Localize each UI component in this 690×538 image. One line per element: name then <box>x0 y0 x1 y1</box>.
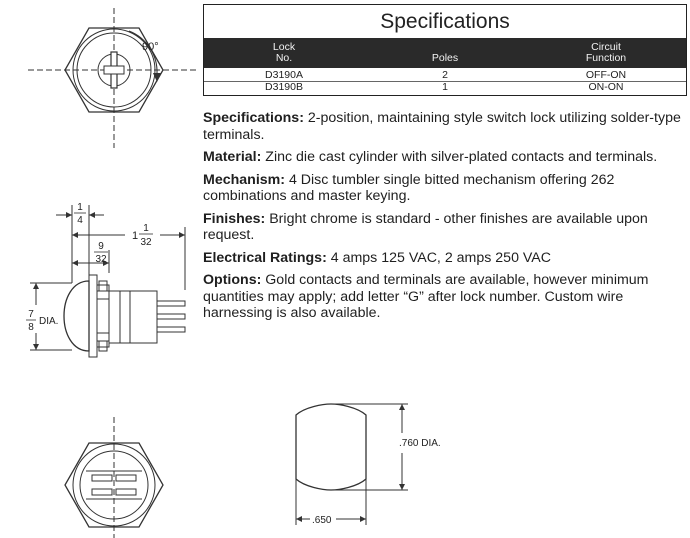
header-circuit-function-line1: Circuit <box>591 41 621 53</box>
dim-denominator: 32 <box>95 254 107 265</box>
header-poles: Poles <box>431 51 459 64</box>
terminal <box>157 327 185 332</box>
paragraph-text: Bright chrome is standard - other finishes are available upon request. <box>203 210 648 243</box>
header-lock-no <box>204 42 364 64</box>
table-row <box>204 68 686 82</box>
paragraph-term: Electrical Ratings: <box>203 249 327 266</box>
header-circuit-function <box>526 42 686 64</box>
arrow-head <box>360 516 366 522</box>
keyway-cross <box>104 66 124 74</box>
arrow-head <box>66 212 72 218</box>
material-paragraph <box>203 149 685 166</box>
dim-numerator: 7 <box>28 309 34 320</box>
rear-terminal-tab <box>116 475 136 481</box>
paragraph-text: 2-position, maintaining style switch lock utilizing solder-type terminals. <box>203 110 681 143</box>
options-paragraph <box>203 272 685 322</box>
arrow-head <box>72 232 78 238</box>
description <box>203 110 685 328</box>
arrow-head <box>89 212 95 218</box>
dome-bezel <box>64 281 89 351</box>
switch-housing <box>109 291 157 343</box>
rear-terminal-tab <box>116 489 136 495</box>
arrow-head <box>399 484 405 490</box>
paragraph-text: 4 Disc tumbler single bitted mechanism offering 262 combinations and master keying. <box>203 171 615 204</box>
hex-nut-bottom <box>99 341 107 351</box>
dim-denominator: 8 <box>28 322 34 333</box>
specifications-table <box>203 4 687 96</box>
header-lock-no-line1: Lock <box>272 41 296 53</box>
header-circuit-function-line2: Function <box>585 52 627 64</box>
dim-quarter-label <box>74 202 86 226</box>
rotation-label: 90° <box>142 41 159 53</box>
lock-body <box>97 285 109 347</box>
dim-length-label <box>132 223 153 248</box>
cell-lock-no: D3190B <box>265 81 303 93</box>
spec-paragraph <box>203 110 685 143</box>
cell-poles: 2 <box>442 69 448 81</box>
panel-cutout-drawing <box>270 395 460 535</box>
table-row <box>204 82 686 95</box>
arrow-head <box>33 344 39 350</box>
rear-terminal-tab <box>92 489 112 495</box>
hex-nut-top <box>99 281 107 291</box>
dim-denominator: 32 <box>140 237 152 248</box>
arrow-head <box>296 516 302 522</box>
side-view-drawing <box>0 195 205 385</box>
terminal <box>157 314 185 319</box>
dim-dia-label <box>26 309 58 333</box>
paragraph-term: Specifications: <box>203 110 304 126</box>
rear-terminal-tab <box>92 475 112 481</box>
cell-circuit-function: OFF-ON <box>585 69 627 81</box>
dim-numerator: 1 <box>77 202 83 213</box>
mounting-flange <box>89 275 97 357</box>
arrow-head <box>399 404 405 410</box>
table-header <box>204 38 686 68</box>
paragraph-term: Options: <box>203 272 262 288</box>
cutout-shape <box>296 404 366 490</box>
cutout-height-label: .760 DIA. <box>399 438 441 449</box>
paragraph-term: Mechanism: <box>203 171 285 188</box>
table-title: Specifications <box>380 10 510 33</box>
paragraph-term: Finishes: <box>203 210 266 227</box>
paragraph-text: Zinc die cast cylinder with silver-plated contacts and terminals. <box>261 149 658 165</box>
mechanism-paragraph <box>203 172 685 205</box>
finishes-paragraph <box>203 211 685 244</box>
dim-whole: 1 <box>132 230 139 242</box>
cell-poles: 1 <box>442 81 448 93</box>
dim-denominator: 4 <box>77 215 83 226</box>
front-view-drawing <box>0 0 200 150</box>
paragraph-term: Material: <box>203 149 262 165</box>
rear-view-drawing <box>40 405 180 538</box>
arrow-head <box>72 260 78 266</box>
header-lock-no-line2: No. <box>275 52 293 64</box>
dim-numerator: 1 <box>143 223 149 234</box>
cutout-width-label: .650 <box>312 515 332 526</box>
terminal <box>157 301 185 306</box>
paragraph-text: Gold contacts and terminals are available, however minimum quantities may apply; add letter “G” after lock number. Custom wire harnessing is also available. <box>203 272 649 321</box>
dim-nine-label <box>94 241 108 265</box>
arrow-head <box>179 232 185 238</box>
dim-numerator: 9 <box>98 241 104 252</box>
cell-circuit-function: ON-ON <box>588 81 624 93</box>
arrow-head <box>33 283 39 289</box>
paragraph-text: 4 amps 125 VAC, 2 amps 250 VAC <box>326 249 552 266</box>
dim-dia-suffix: DIA. <box>39 316 59 327</box>
electrical-ratings-paragraph <box>203 250 685 267</box>
cell-lock-no: D3190A <box>265 69 303 81</box>
